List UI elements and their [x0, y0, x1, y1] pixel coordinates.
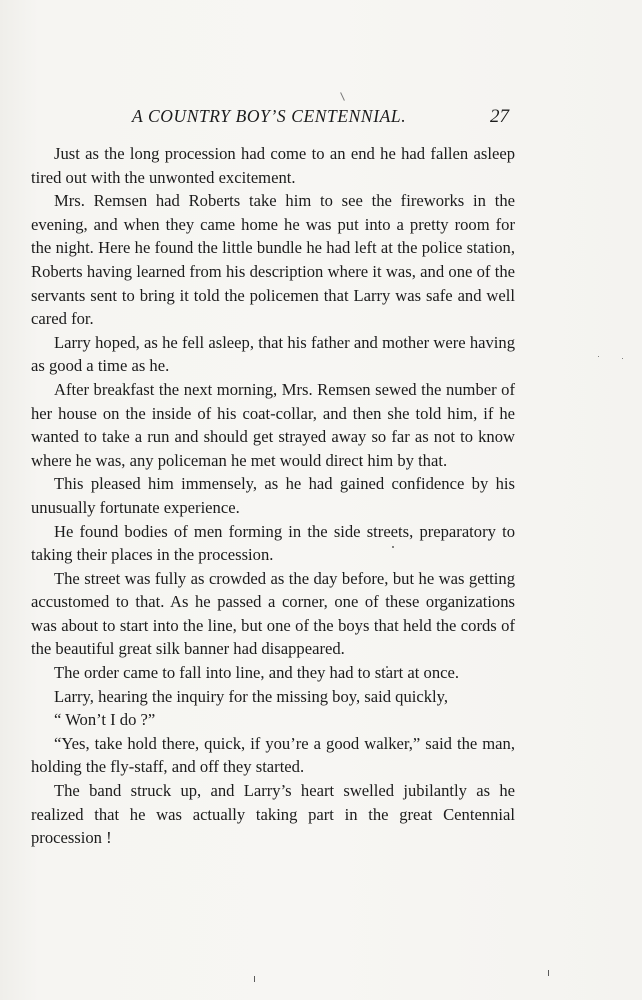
paragraph: “ Won’t I do ?” — [54, 710, 156, 730]
paragraph: This pleased him immensely, as he had gained confidence by his unusually fortunate experience. — [31, 474, 515, 517]
running-header — [0, 106, 642, 134]
paragraph: After breakfast the next morning, Mrs. Remsen sewed the number of her house on the inside of his coat-collar, and then she told him, if he wanted to take a run and should get strayed away so far as not to know where he was, any policeman he met would direct him by that. — [31, 379, 515, 470]
paragraph: “Yes, take hold there, quick, if you’re a good walker,” said the man, holding the fly-staff, and off they started. — [31, 733, 515, 777]
paragraph: Larry hoped, as he fell asleep, that his father and mother were having as good a time as he. — [31, 332, 515, 376]
paragraph: The order came to fall into line, and they had to start at once. — [54, 663, 460, 683]
paragraph: He found bodies of men forming in the side streets, preparatory to taking their places in the procession. — [31, 521, 515, 565]
paragraph: Larry, hearing the inquiry for the missing boy, said quickly, — [54, 686, 449, 706]
body-text — [31, 142, 515, 850]
running-title: A COUNTRY BOY’S CENTENNIAL. — [132, 106, 407, 126]
page-number: 27 — [490, 106, 509, 127]
paragraph: The street was fully as crowded as the day before, but he was getting accustomed to that. As he passed a corner, one of these organizations was about to start into the line, but one of the boys that held the cords of the beautiful great silk banner had disappeared. — [31, 568, 515, 659]
paragraph: Mrs. Remsen had Roberts take him to see the fireworks in the evening, and when they came home he was put into a pretty room for the night. Here he found the little bundle he had left at the police station, Roberts having learned from his description where it was, and one of the servants sent to bring it told the policemen that Larry was safe and well cared for. — [31, 191, 515, 329]
paragraph: The band struck up, and Larry’s heart swelled jubilantly as he realized that he was actually taking part in the great Centennial procession ! — [31, 781, 515, 848]
paragraph: Just as the long procession had come to an end he had fallen asleep tired out with the unwonted excitement. — [31, 144, 515, 187]
